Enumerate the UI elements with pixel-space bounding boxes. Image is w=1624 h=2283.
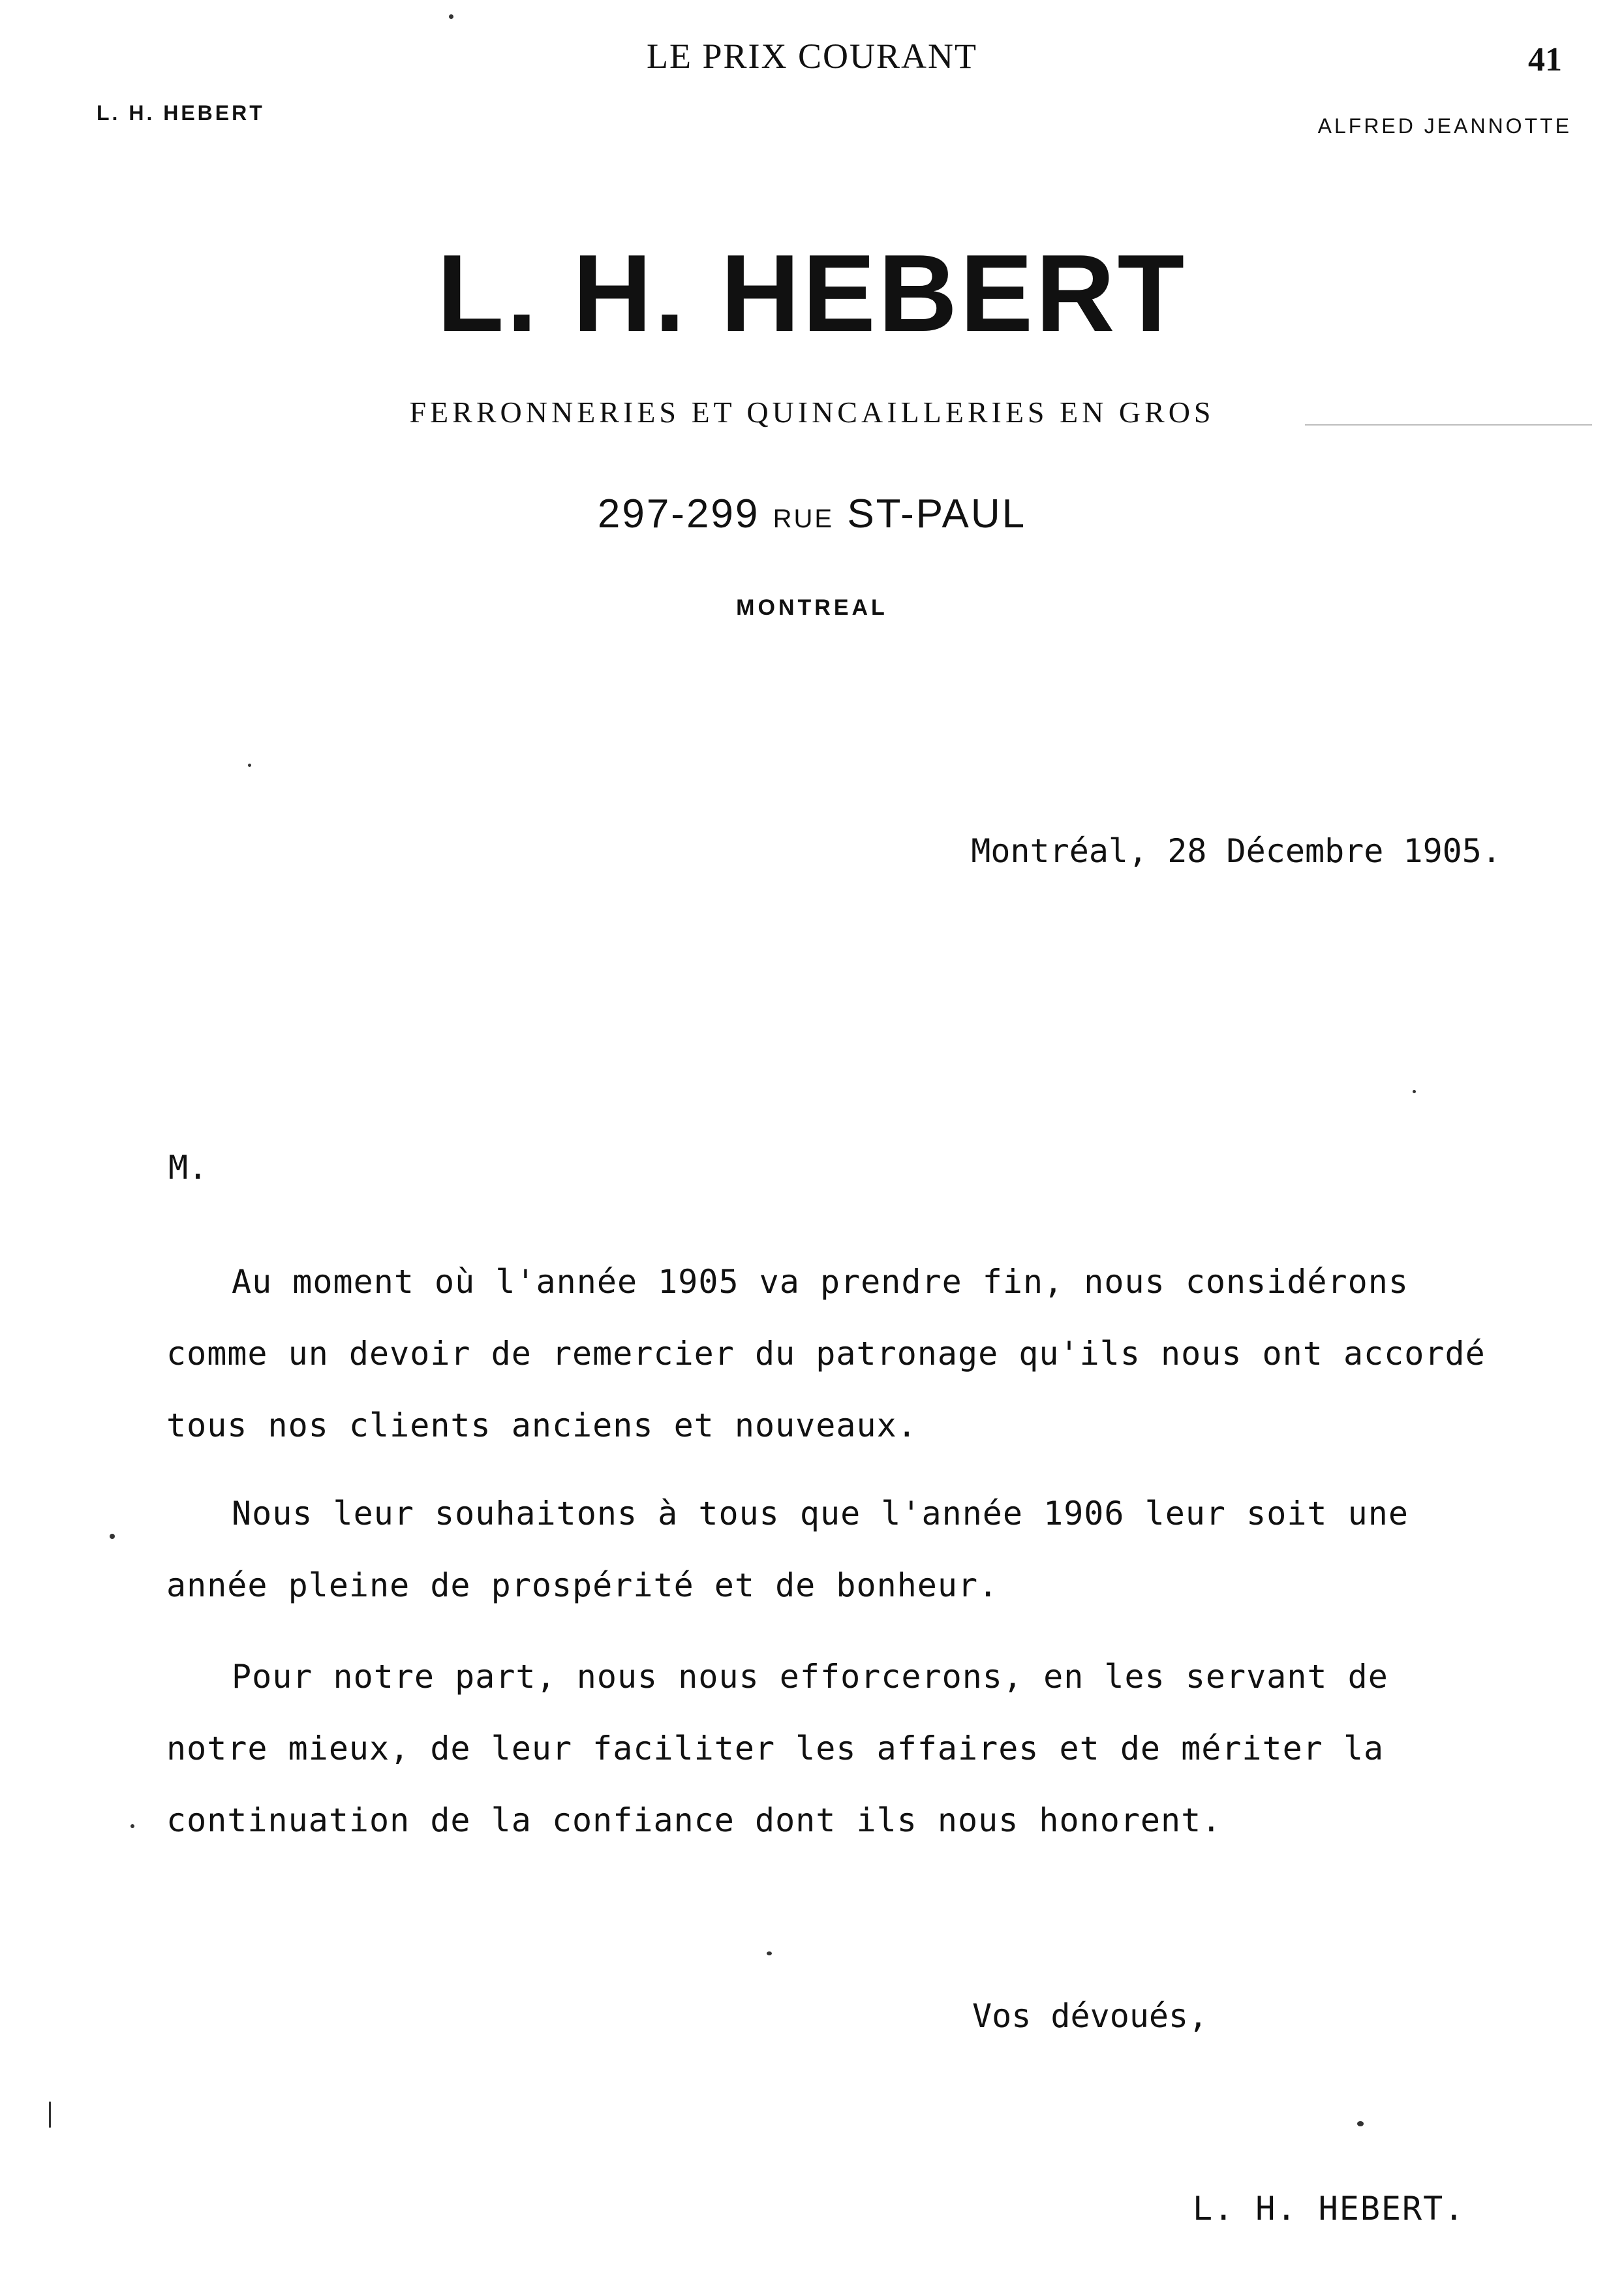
scan-speck xyxy=(1413,1090,1416,1093)
scan-speck xyxy=(130,1824,134,1828)
letterhead-rule xyxy=(1305,424,1592,426)
scan-speck xyxy=(110,1534,115,1539)
body-line: continuation de la confiance dont ils nous honorent. xyxy=(166,1801,1222,1839)
body-line: Nous leur souhaitons à tous que l'année 1906 leur soit une xyxy=(232,1495,1409,1532)
letterhead-left-name: L. H. HEBERT xyxy=(97,101,265,125)
body-line: année pleine de prospérité et de bonheur. xyxy=(166,1566,999,1604)
running-title: LE PRIX COURANT xyxy=(646,37,977,76)
body-line: Pour notre part, nous nous efforcerons, en les servant de xyxy=(232,1658,1388,1696)
address-street: ST-PAUL xyxy=(847,491,1027,536)
body-line: notre mieux, de leur faciliter les affaires et de mériter la xyxy=(166,1730,1385,1767)
body-line: Au moment où l'année 1905 va prendre fin, nous considérons xyxy=(232,1263,1409,1301)
scan-speck xyxy=(767,1951,772,1955)
page-number: 41 xyxy=(1528,41,1562,78)
scan-speck xyxy=(1357,2121,1364,2126)
city: MONTREAL xyxy=(736,595,888,620)
body-line: tous nos clients anciens et nouveaux. xyxy=(166,1406,917,1444)
scan-speck xyxy=(449,14,453,19)
scan-speck xyxy=(248,764,251,767)
address-number: 297-299 xyxy=(597,491,760,536)
salutation: M. xyxy=(168,1149,208,1187)
signature: L. H. HEBERT. xyxy=(1193,2190,1465,2228)
street-address xyxy=(0,491,1624,537)
address-rue: RUE xyxy=(773,505,835,533)
body-line: comme un devoir de remercier du patronage qu'ils nous ont accordé xyxy=(166,1335,1486,1373)
letter-date: Montréal, 28 Décembre 1905. xyxy=(971,832,1501,870)
trade-description: FERRONNERIES ET QUINCAILLERIES EN GROS xyxy=(409,396,1215,429)
closing: Vos dévoués, xyxy=(972,1997,1208,2035)
letterhead-right-name: ALFRED JEANNOTTE xyxy=(1317,114,1572,138)
firm-name: L. H. HEBERT xyxy=(437,232,1187,354)
scan-speck xyxy=(49,2102,51,2128)
